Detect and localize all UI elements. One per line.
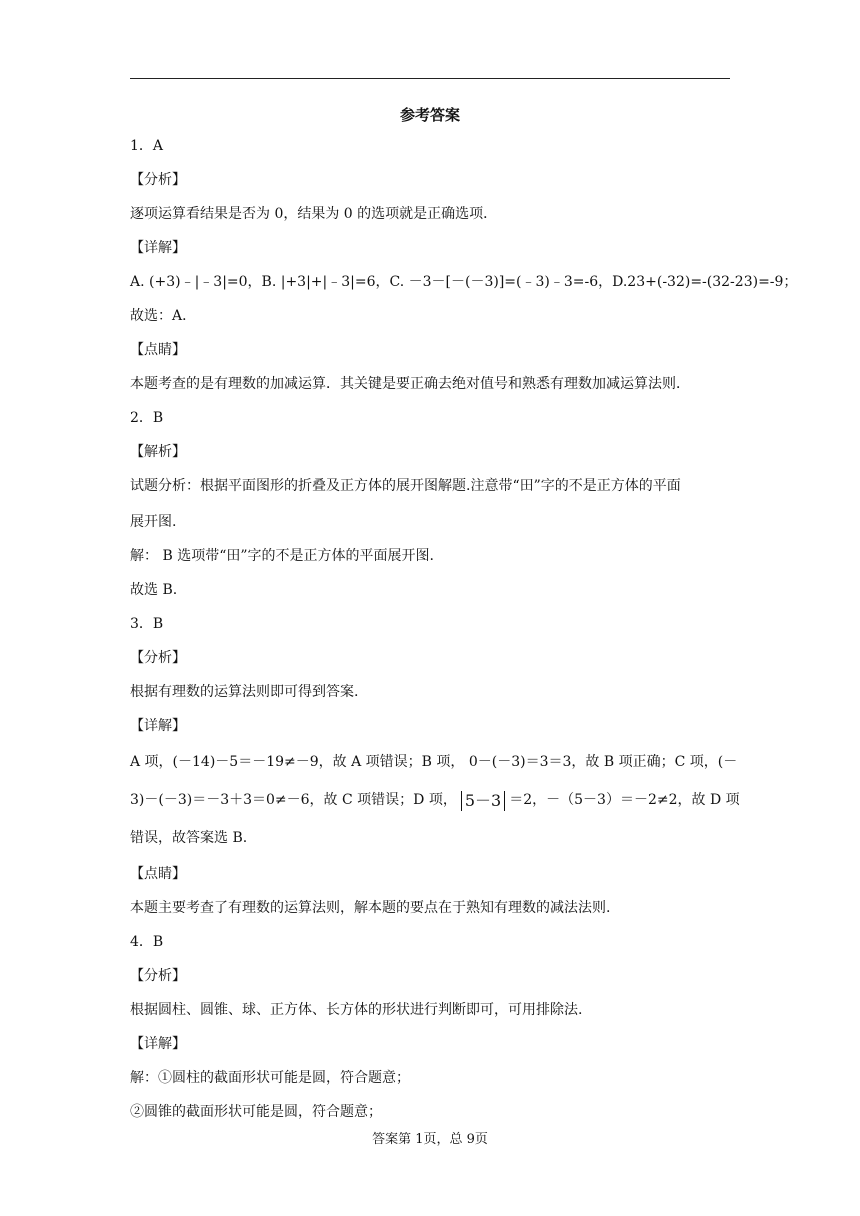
q3-detail-2-before: 3)－(－3)＝－3＋3＝0≠－6，故 C 项错误；D 项， bbox=[130, 792, 457, 808]
q2-analysis-tag: 【解析】 bbox=[130, 444, 186, 460]
q3-detail-line-1: A 项，(－14)－5＝－19≠－9，故 A 项错误；B 项， 0－(－3)＝3＝3，故 B 项正确；C 项，(－ bbox=[130, 754, 738, 770]
q1-comment: 本题考查的是有理数的加减运算．其关键是要正确去绝对值号和熟悉有理数加减运算法则． bbox=[130, 376, 690, 392]
q2-solution: 解： B 选项带“田”字的不是正方体的平面展开图. bbox=[130, 548, 434, 564]
q3-detail-line-3: 错误，故答案选 B. bbox=[130, 830, 248, 846]
page-footer: 答案第 1页，总 9页 bbox=[372, 1132, 488, 1147]
q4-detail-line-2: ②圆锥的截面形状可能是圆，符合题意； bbox=[130, 1104, 382, 1120]
answer-content bbox=[130, 134, 798, 1134]
q1-detail-line-1: A. (+3)﹣|﹣3|=0，B. |+3|+|﹣3|=6，C. －3－[－(－3)]=(﹣3)﹣3=-6，D.23+(-32)=-(32-23)=-9； bbox=[130, 274, 798, 290]
q1-detail-tag: 【详解】 bbox=[130, 240, 186, 256]
q3-number: 3．B bbox=[130, 616, 164, 632]
q1-detail-line-2: 故选：A． bbox=[130, 308, 197, 324]
q3-detail-line-2 bbox=[130, 786, 740, 824]
q2-analysis-line-1: 试题分析：根据平面图形的折叠及正方体的展开图解题.注意带“田”字的不是正方体的平面 bbox=[130, 478, 681, 494]
q2-analysis-line-2: 展开图. bbox=[130, 514, 177, 530]
q4-number: 4．B bbox=[130, 934, 164, 950]
page-title: 参考答案 bbox=[399, 106, 460, 124]
q3-detail-tag: 【详解】 bbox=[130, 718, 186, 734]
q4-analysis: 根据圆柱、圆锥、球、正方体、长方体的形状进行判断即可，可用排除法. bbox=[130, 1002, 583, 1018]
q4-analysis-tag: 【分析】 bbox=[130, 968, 186, 984]
q3-analysis-tag: 【分析】 bbox=[130, 650, 186, 666]
q3-detail-2-after: ＝2，－（5－3）＝－2≠2，故 D 项 bbox=[509, 792, 740, 808]
header-rule bbox=[130, 78, 730, 79]
q1-comment-tag: 【点睛】 bbox=[130, 342, 186, 358]
q3-analysis: 根据有理数的运算法则即可得到答案. bbox=[130, 684, 359, 700]
absolute-value-expression: 5－3 bbox=[461, 791, 505, 811]
q3-comment-tag: 【点睛】 bbox=[130, 866, 186, 882]
q2-number: 2．B bbox=[130, 410, 164, 426]
q1-number: 1．A bbox=[130, 138, 164, 154]
q3-comment: 本题主要考查了有理数的运算法则，解本题的要点在于熟知有理数的减法法则. bbox=[130, 900, 611, 916]
q1-analysis: 逐项运算看结果是否为 0，结果为 0 的选项就是正确选项． bbox=[130, 206, 498, 222]
q4-detail-tag: 【详解】 bbox=[130, 1036, 186, 1052]
q4-detail-line-1: 解：①圆柱的截面形状可能是圆，符合题意； bbox=[130, 1070, 410, 1086]
q1-analysis-tag: 【分析】 bbox=[130, 172, 186, 188]
q2-conclusion: 故选 B. bbox=[130, 582, 178, 598]
